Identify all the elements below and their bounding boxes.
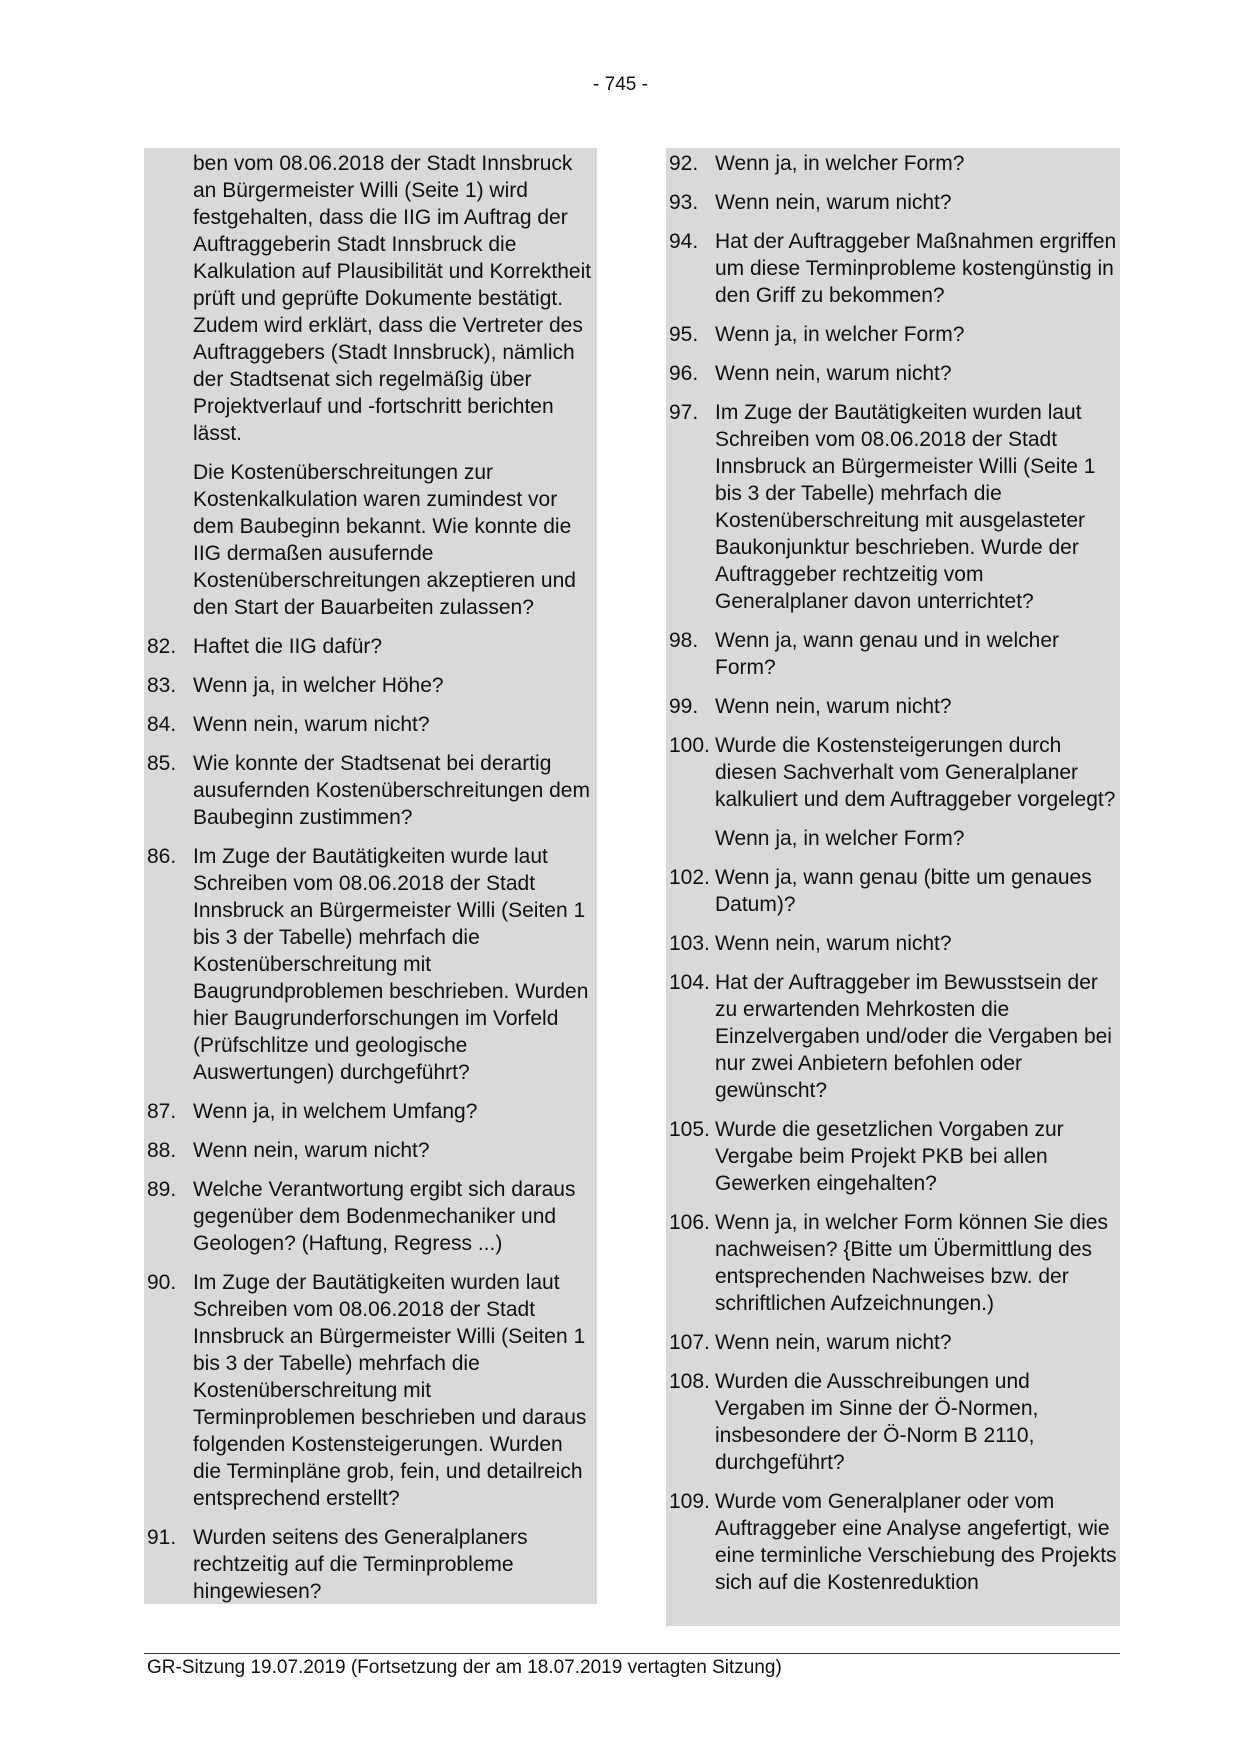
question-number: 98.	[669, 629, 699, 652]
question-number: 102.	[669, 866, 710, 889]
question-item	[666, 321, 1120, 348]
question-number: 87.	[147, 1100, 177, 1123]
question-item	[666, 1368, 1120, 1476]
question-text: Wurde die Kostensteigerungen durch diesen Sachverhalt vom Generalplaner kalkuliert und dem Auftraggeber vorgelegt?	[715, 734, 1116, 811]
question-number: 88.	[147, 1139, 177, 1162]
question-item	[144, 843, 597, 1086]
question-number: 83.	[147, 674, 177, 697]
question-item	[666, 1488, 1120, 1596]
question-item	[666, 969, 1120, 1104]
question-item	[144, 1098, 597, 1125]
question-item	[666, 360, 1120, 387]
question-number: 90.	[147, 1271, 177, 1294]
question-number: 84.	[147, 713, 177, 736]
page-number: - 745 -	[593, 74, 648, 95]
question-item	[666, 189, 1120, 216]
question-number: 95.	[669, 323, 699, 346]
question-text: Wenn nein, warum nicht?	[715, 695, 952, 718]
question-item	[144, 1269, 597, 1512]
question-text: Wenn ja, in welchem Umfang?	[193, 1100, 478, 1123]
question-item	[144, 1176, 597, 1257]
question-text: Wenn nein, warum nicht?	[193, 713, 430, 736]
question-item	[144, 1137, 597, 1164]
question-number: 82.	[147, 635, 177, 658]
right-column	[666, 148, 1120, 1626]
question-item	[666, 930, 1120, 957]
question-item	[666, 693, 1120, 720]
intro-paragraph: Die Kostenüberschreitungen zur Kostenkalkulation waren zumindest vor dem Baubeginn bekannt. Wie konnte die IIG dermaßen ausufernde Kostenüberschreitungen akzeptieren und den Start der Bauarbeiten zulassen?	[193, 461, 576, 619]
question-text: Wenn ja, in welcher Form können Sie dies nachweisen? {Bitte um Übermittlung des entsprechenden Nachweises bzw. der schriftlichen Aufzeichnungen.)	[715, 1211, 1108, 1315]
question-text: Wenn nein, warum nicht?	[715, 1331, 952, 1354]
question-number: 92.	[669, 152, 699, 175]
question-text: Wenn ja, in welcher Höhe?	[193, 674, 444, 697]
question-text: Welche Verantwortung ergibt sich daraus gegenüber dem Bodenmechaniker und Geologen? (Haftung, Regress ...)	[193, 1178, 576, 1255]
question-item	[666, 864, 1120, 918]
question-text: Wenn ja, wann genau und in welcher Form?	[715, 629, 1060, 679]
question-text: Hat der Auftraggeber Maßnahmen ergriffen um diese Terminprobleme kostengünstig in den Griff zu bekommen?	[715, 230, 1117, 307]
question-item	[666, 1209, 1120, 1317]
question-number: 106.	[669, 1211, 710, 1234]
question-text: Wenn ja, wann genau (bitte um genaues Datum)?	[715, 866, 1092, 916]
question-number: 93.	[669, 191, 699, 214]
question-item	[666, 627, 1120, 681]
question-number: 100.	[669, 734, 710, 757]
question-item	[666, 1329, 1120, 1356]
question-number: 97.	[669, 401, 699, 424]
question-number: 103.	[669, 932, 710, 955]
left-column	[144, 148, 597, 1604]
question-text: Wenn nein, warum nicht?	[715, 932, 952, 955]
question-text: Wenn ja, in welcher Form?	[715, 152, 965, 175]
question-number: 94.	[669, 230, 699, 253]
question-item	[144, 633, 597, 660]
question-number: 99.	[669, 695, 699, 718]
question-item	[666, 228, 1120, 309]
question-number: 107.	[669, 1331, 710, 1354]
question-item	[666, 732, 1120, 813]
question-item	[666, 825, 1120, 852]
question-text: Wurden seitens des Generalplaners rechtzeitig auf die Terminprobleme hingewiesen?	[193, 1526, 528, 1603]
question-text: Hat der Auftraggeber im Bewusstsein der zu erwartenden Mehrkosten die Einzelvergaben und/oder die Vergaben bei nur zwei Anbietern befohlen oder gewünscht?	[715, 971, 1112, 1102]
question-text: Wurden die Ausschreibungen und Vergaben im Sinne der Ö-Normen, insbesondere der Ö-Norm B 2110, durchgeführt?	[715, 1370, 1039, 1474]
footer-text: GR-Sitzung 19.07.2019 (Fortsetzung der am 18.07.2019 vertagten Sitzung)	[147, 1657, 782, 1678]
question-item	[666, 399, 1120, 615]
question-item	[666, 1116, 1120, 1197]
question-item	[666, 150, 1120, 177]
question-text: Im Zuge der Bautätigkeiten wurden laut Schreiben vom 08.06.2018 der Stadt Innsbruck an Bürgermeister Willi (Seite 1 bis 3 der Tabelle) mehrfach die Kostenüberschreitung mit ausgelasteter Baukonjunktur beschrieben. Wurde der Auftraggeber rechtzeitig vom Generalplaner davon unterrichtet?	[715, 401, 1096, 613]
question-text: Wurde vom Generalplaner oder vom Auftraggeber eine Analyse angefertigt, wie eine terminliche Verschiebung des Projekts sich auf die Kostenreduktion	[715, 1490, 1117, 1594]
question-number: 104.	[669, 971, 710, 994]
question-number: 86.	[147, 845, 177, 868]
question-number: 91.	[147, 1526, 177, 1549]
intro-paragraph: ben vom 08.06.2018 der Stadt Innsbruck an Bürgermeister Willi (Seite 1) wird festgehalten, dass die IIG im Auftrag der Auftraggeberin Stadt Innsbruck die Kalkulation auf Plausibilität und Korrektheit prüft und geprüfte Dokumente bestätigt. Zudem wird erklärt, dass die Vertreter des Auftraggebers (Stadt Innsbruck), nämlich der Stadtsenat sich regelmäßig über Projektverlauf und -fortschritt berichten lässt.	[193, 152, 592, 445]
question-text: Im Zuge der Bautätigkeiten wurden laut Schreiben vom 08.06.2018 der Stadt Innsbruck an Bürgermeister Willi (Seiten 1 bis 3 der Tabelle) mehrfach die Kostenüberschreitung mit Terminproblemen beschrieben und daraus folgenden Kostensteigerungen. Wurden die Terminpläne grob, fein, und detailreich entsprechend erstellt?	[193, 1271, 587, 1510]
question-number: 105.	[669, 1118, 710, 1141]
question-number: 96.	[669, 362, 699, 385]
question-number: 85.	[147, 752, 177, 775]
question-text: Haftet die IIG dafür?	[193, 635, 383, 658]
question-item	[144, 672, 597, 699]
footer-divider	[144, 1653, 1120, 1654]
question-text: Wenn nein, warum nicht?	[193, 1139, 430, 1162]
question-number: 109.	[669, 1490, 710, 1513]
question-item	[144, 750, 597, 831]
question-text: Wenn nein, warum nicht?	[715, 191, 952, 214]
question-number: 89.	[147, 1178, 177, 1201]
question-text: Wurde die gesetzlichen Vorgaben zur Vergabe beim Projekt PKB bei allen Gewerken eingehalten?	[715, 1118, 1064, 1195]
question-number: 108.	[669, 1370, 710, 1393]
question-item	[144, 1524, 597, 1605]
question-text: Im Zuge der Bautätigkeiten wurde laut Schreiben vom 08.06.2018 der Stadt Innsbruck an Bürgermeister Willi (Seiten 1 bis 3 der Tabelle) mehrfach die Kostenüberschreitung mit Baugrundproblemen beschrieben. Wurden hier Baugrunderforschungen im Vorfeld (Prüfschlitze und geologische Auswertungen) durchgeführt?	[193, 845, 589, 1084]
question-text: Wie konnte der Stadtsenat bei derartig ausufernden Kostenüberschreitungen dem Baubeginn zustimmen?	[193, 752, 590, 829]
question-text: Wenn ja, in welcher Form?	[715, 827, 965, 850]
question-text: Wenn nein, warum nicht?	[715, 362, 952, 385]
question-text: Wenn ja, in welcher Form?	[715, 323, 965, 346]
question-item	[144, 711, 597, 738]
